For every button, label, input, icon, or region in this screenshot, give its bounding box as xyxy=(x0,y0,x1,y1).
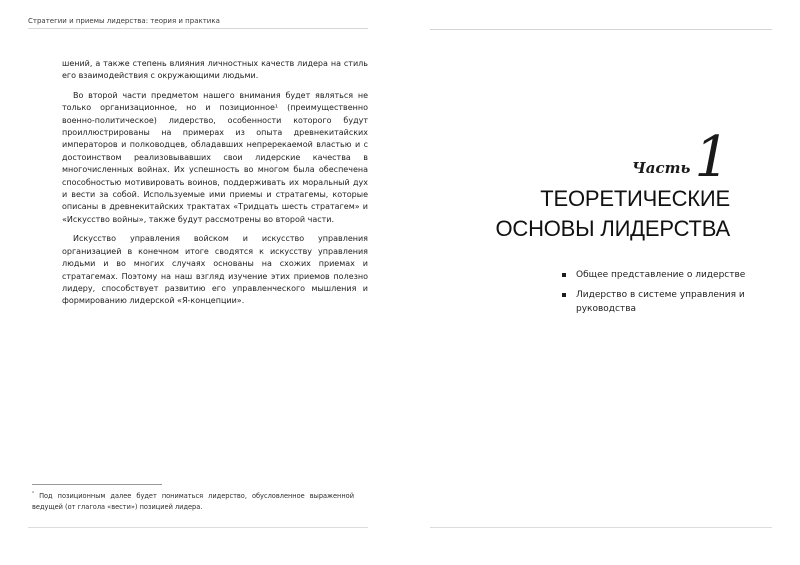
bottom-rule xyxy=(28,527,368,528)
chapter-item-label: Общее представление о лидерстве xyxy=(576,270,746,280)
right-page xyxy=(400,0,800,565)
footnote-text: Под позиционным далее будет пониматься лидерство, обусловленное выраженной ведущей (от глагола «вести») позицией лидера. xyxy=(32,492,354,511)
part-number: 1 xyxy=(694,125,730,190)
footnote xyxy=(32,489,354,512)
part-word: Часть xyxy=(632,159,691,177)
top-rule xyxy=(430,29,772,30)
square-bullet-icon xyxy=(562,293,566,297)
paragraph-3: Искусство управления войском и искусство управления организацией в конечном итоге сводятся к искусству управления людьми и во многих случаях основаны на схожих приемах и стратагемах. Поэтому на наш взгляд изучение этих приемов полезно лидеру, способствует развитию его управленческого мышления и формированию лидерской «Я-концепции». xyxy=(62,234,368,306)
running-head: Стратегии и приемы лидерства: теория и практика xyxy=(28,17,368,29)
paragraph-1: шений, а также степень влияния личностных качеств лидера на стиль его взаимодействия с окружающими людьми. xyxy=(62,59,368,81)
part-title-line-1: ТЕОРЕТИЧЕСКИЕ xyxy=(540,186,730,211)
paragraph-2: Во второй части предметом нашего внимания будет являться не только организационное, но и позиционное¹ (преимущественно военно-политическое) лидерство, особенности которого будут проиллюстрированы на примерах из опыта древнекитайских императоров и полководцев, обладавших непререкаемой властью и с достоинством реализовывавших свои лидерские качества в многочисленных войнах. Их успешность во многом была обеспечена способностью мотивировать воинов, поддерживать их моральный дух и вести за собой. Используемые ими приемы и стратагемы, которые описаны в древнекитайских трактатах «Тридцать шесть стратагем» и «Искусство войны», также будут рассмотрены во второй части. xyxy=(62,90,368,224)
footnote-divider xyxy=(32,484,162,485)
part-heading xyxy=(632,125,730,190)
part-title-line-2: ОСНОВЫ ЛИДЕРСТВА xyxy=(495,216,730,241)
square-bullet-icon xyxy=(562,273,566,277)
body-text xyxy=(62,58,368,315)
chapter-list xyxy=(562,268,762,322)
bottom-rule xyxy=(430,527,772,528)
chapter-item-label: Лидерство в системе управления и руководства xyxy=(576,290,745,314)
part-title xyxy=(400,184,730,244)
chapter-item xyxy=(562,268,762,282)
footnote-mark: ¹ xyxy=(32,491,35,497)
chapter-item xyxy=(562,288,762,316)
